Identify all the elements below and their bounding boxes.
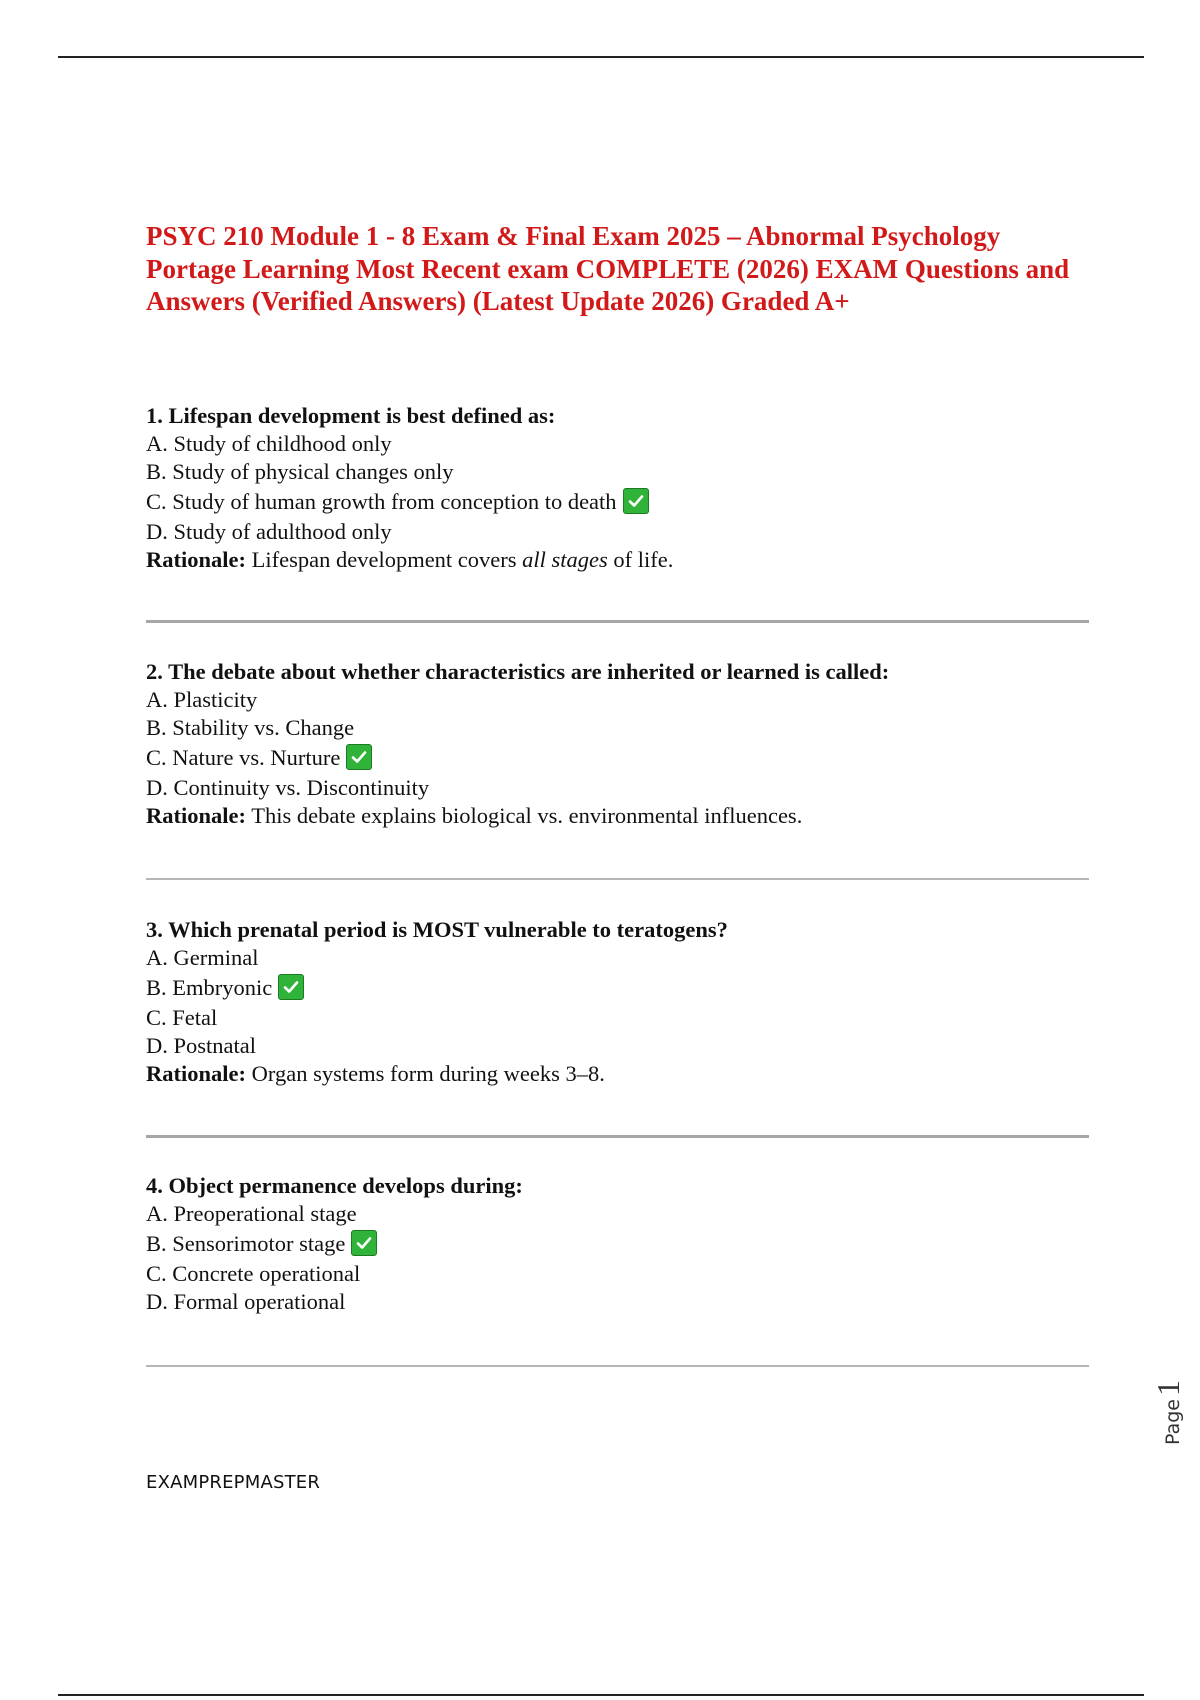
question-2-rationale: Rationale: This debate explains biological vs. environmental influences.	[146, 803, 803, 828]
rationale-label: Rationale:	[146, 803, 246, 828]
question-1-text: 1. Lifespan development is best defined as:	[146, 403, 556, 428]
question-1-option-d: D. Study of adulthood only	[146, 519, 392, 544]
question-1	[146, 402, 1096, 574]
rationale-label: Rationale:	[146, 1061, 246, 1086]
check-mark-icon	[346, 744, 372, 770]
question-separator	[146, 620, 1089, 623]
question-2-option-a: A. Plasticity	[146, 687, 258, 712]
page-label: Page	[1162, 1399, 1184, 1445]
question-4-option-b: B. Sensorimotor stage	[146, 1228, 1096, 1260]
question-3-option-a: A. Germinal	[146, 945, 259, 970]
question-2-options	[146, 686, 1096, 802]
question-4-option-c: C. Concrete operational	[146, 1261, 361, 1286]
question-3-option-d: D. Postnatal	[146, 1033, 256, 1058]
question-1-option-a: A. Study of childhood only	[146, 431, 392, 456]
question-separator	[146, 1135, 1089, 1138]
footer-brand: EXAMPREPMASTER	[146, 1472, 321, 1493]
footer-rule	[58, 1694, 1144, 1696]
question-3-option-b: B. Embryonic	[146, 972, 1096, 1004]
page-number: 1	[1150, 1380, 1186, 1396]
page-number-marker	[1150, 1380, 1187, 1445]
check-mark-icon	[278, 974, 304, 1000]
document-title: PSYC 210 Module 1 - 8 Exam & Final Exam 2025 – Abnormal Psychology Portage Learning Most Recent exam COMPLETE (2026) EXAM Questions and Answers (Verified Answers) (Latest Update 2026) Graded A+	[146, 221, 1070, 316]
question-3	[146, 916, 1096, 1088]
question-2-option-c: C. Nature vs. Nurture	[146, 742, 1096, 774]
question-1-option-b: B. Study of physical changes only	[146, 459, 454, 484]
question-1-rationale: Rationale: Lifespan development covers all stages of life.	[146, 547, 674, 572]
question-3-text: 3. Which prenatal period is MOST vulnerable to teratogens?	[146, 917, 728, 942]
question-1-option-c: C. Study of human growth from conception to death	[146, 486, 1096, 518]
question-4-option-a: A. Preoperational stage	[146, 1201, 357, 1226]
question-4-option-d: D. Formal operational	[146, 1289, 346, 1314]
question-2-option-d: D. Continuity vs. Discontinuity	[146, 775, 430, 800]
question-separator	[146, 1365, 1089, 1367]
question-2	[146, 658, 1096, 830]
question-2-option-b: B. Stability vs. Change	[146, 715, 355, 740]
check-mark-icon	[623, 488, 649, 514]
question-4-options	[146, 1200, 1096, 1316]
header-rule	[58, 56, 1144, 58]
question-4-text: 4. Object permanence develops during:	[146, 1173, 523, 1198]
question-4	[146, 1172, 1096, 1316]
question-1-options	[146, 430, 1096, 546]
question-2-text: 2. The debate about whether characteristics are inherited or learned is called:	[146, 659, 890, 684]
rationale-emphasis: all stages	[522, 547, 608, 572]
check-mark-icon	[351, 1230, 377, 1256]
question-3-options	[146, 944, 1096, 1060]
question-3-option-c: C. Fetal	[146, 1005, 218, 1030]
rationale-label: Rationale:	[146, 547, 246, 572]
question-separator	[146, 878, 1089, 880]
question-3-rationale: Rationale: Organ systems form during weeks 3–8.	[146, 1061, 605, 1086]
